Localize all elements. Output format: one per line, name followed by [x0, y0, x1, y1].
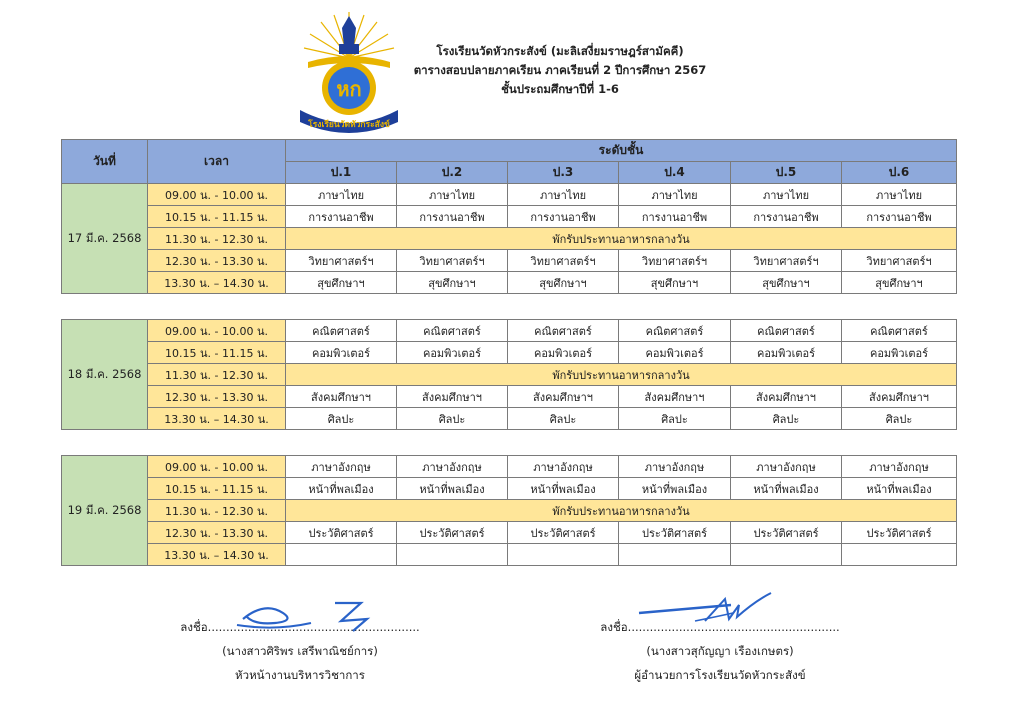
time-slot: 13.30 น. – 14.30 น.	[148, 408, 286, 430]
exam-date: 17 มี.ค. 2568	[62, 184, 148, 294]
subject-cell: ภาษาอังกฤษ	[731, 456, 842, 478]
subject-cell: สังคมศึกษาฯ	[619, 386, 731, 408]
subject-cell	[842, 544, 957, 566]
subject-cell: ประวัติศาสตร์	[286, 522, 397, 544]
subject-cell: ภาษาไทย	[286, 184, 397, 206]
signer-position-2: ผู้อำนวยการโรงเรียนวัดหัวกระสังข์	[634, 668, 806, 682]
subject-cell: สังคมศึกษาฯ	[508, 386, 619, 408]
subject-cell: ศิลปะ	[397, 408, 508, 430]
time-slot: 12.30 น. - 13.30 น.	[148, 386, 286, 408]
exam-table-day-2	[61, 319, 957, 430]
table-row	[62, 386, 957, 408]
signature-label-2: ลงชื่อ	[600, 620, 628, 634]
table-row	[62, 478, 957, 500]
subject-cell: สุขศึกษาฯ	[508, 272, 619, 294]
subject-cell: หน้าที่พลเมือง	[286, 478, 397, 500]
svg-text:โรงเรียนวัดหัวกระสังข์: โรงเรียนวัดหัวกระสังข์	[308, 120, 390, 130]
header-grade: ป.5	[731, 162, 842, 184]
subject-cell: คอมพิวเตอร์	[397, 342, 508, 364]
subject-cell: วิทยาศาสตร์ฯ	[286, 250, 397, 272]
subject-cell: สุขศึกษาฯ	[731, 272, 842, 294]
subject-cell: สังคมศึกษาฯ	[286, 386, 397, 408]
time-slot: 13.30 น. – 14.30 น.	[148, 272, 286, 294]
document-header	[400, 42, 720, 99]
subject-cell: คณิตศาสตร์	[397, 320, 508, 342]
signer-position-1: หัวหน้างานบริหารวิชาการ	[235, 668, 365, 682]
time-slot: 11.30 น. - 12.30 น.	[148, 364, 286, 386]
table-row	[62, 206, 957, 228]
time-slot: 09.00 น. - 10.00 น.	[148, 184, 286, 206]
subject-cell: การงานอาชีพ	[619, 206, 731, 228]
table-row	[62, 364, 957, 386]
signature-label-1: ลงชื่อ	[180, 620, 208, 634]
subject-cell: ภาษาอังกฤษ	[397, 456, 508, 478]
lunch-break: พักรับประทานอาหารกลางวัน	[286, 364, 957, 386]
signature-block-1: ลงชื่อ.......................................................... (นางสาวศิริพร เสรีพาณิชย์การ) หัวหน้างานบริหารวิชาการ	[160, 615, 440, 687]
subject-cell: ภาษาอังกฤษ	[286, 456, 397, 478]
table-row	[62, 500, 957, 522]
subject-cell: ประวัติศาสตร์	[619, 522, 731, 544]
subject-cell: หน้าที่พลเมือง	[508, 478, 619, 500]
subject-cell: วิทยาศาสตร์ฯ	[397, 250, 508, 272]
subject-cell: วิทยาศาสตร์ฯ	[842, 250, 957, 272]
subject-cell: คณิตศาสตร์	[508, 320, 619, 342]
school-logo	[294, 10, 404, 136]
subject-cell: สุขศึกษาฯ	[397, 272, 508, 294]
exam-date: 19 มี.ค. 2568	[62, 456, 148, 566]
subject-cell: การงานอาชีพ	[731, 206, 842, 228]
document-title: ตารางสอบปลายภาคเรียน ภาคเรียนที่ 2 ปีการศึกษา 2567	[413, 63, 707, 77]
subject-cell: การงานอาชีพ	[508, 206, 619, 228]
subject-cell: ศิลปะ	[731, 408, 842, 430]
header-date: วันที่	[62, 140, 148, 184]
signer-name-2: (นางสาวสุกัญญา เรืองเกษตร)	[646, 644, 794, 658]
time-slot: 11.30 น. - 12.30 น.	[148, 500, 286, 522]
subject-cell: การงานอาชีพ	[842, 206, 957, 228]
subject-cell: ประวัติศาสตร์	[842, 522, 957, 544]
header-time: เวลา	[148, 140, 286, 184]
subject-cell: วิทยาศาสตร์ฯ	[619, 250, 731, 272]
subject-cell: ภาษาอังกฤษ	[619, 456, 731, 478]
time-slot: 12.30 น. - 13.30 น.	[148, 522, 286, 544]
subject-cell: การงานอาชีพ	[286, 206, 397, 228]
table-header-row	[62, 140, 957, 162]
table-row	[62, 184, 957, 206]
grade-range: ชั้นประถมศึกษาปีที่ 1-6	[501, 82, 619, 96]
table-row	[62, 272, 957, 294]
subject-cell: ศิลปะ	[286, 408, 397, 430]
subject-cell: หน้าที่พลเมือง	[619, 478, 731, 500]
subject-cell: สุขศึกษาฯ	[286, 272, 397, 294]
subject-cell: ภาษาอังกฤษ	[508, 456, 619, 478]
subject-cell: ภาษาอังกฤษ	[842, 456, 957, 478]
table-row	[62, 456, 957, 478]
time-slot: 13.30 น. – 14.30 น.	[148, 544, 286, 566]
logo-spire	[342, 16, 356, 46]
subject-cell	[508, 544, 619, 566]
time-slot: 09.00 น. - 10.00 น.	[148, 456, 286, 478]
table-row	[62, 250, 957, 272]
table-row	[62, 408, 957, 430]
subject-cell: คณิตศาสตร์	[731, 320, 842, 342]
subject-cell: การงานอาชีพ	[397, 206, 508, 228]
header-grade: ป.3	[508, 162, 619, 184]
subject-cell: ประวัติศาสตร์	[508, 522, 619, 544]
header-grade: ป.2	[397, 162, 508, 184]
table-row	[62, 342, 957, 364]
subject-cell: คอมพิวเตอร์	[286, 342, 397, 364]
exam-date: 18 มี.ค. 2568	[62, 320, 148, 430]
signature-block-2: ลงชื่อ.......................................................... (นางสาวสุกัญญา เรืองเกษตร) ผู้อำนวยการโรงเรียนวัดหัวกระสังข์	[570, 615, 870, 687]
subject-cell: คณิตศาสตร์	[286, 320, 397, 342]
subject-cell: คณิตศาสตร์	[619, 320, 731, 342]
subject-cell: คอมพิวเตอร์	[619, 342, 731, 364]
subject-cell: สุขศึกษาฯ	[619, 272, 731, 294]
subject-cell: ศิลปะ	[619, 408, 731, 430]
subject-cell: ศิลปะ	[842, 408, 957, 430]
subject-cell: ภาษาไทย	[731, 184, 842, 206]
time-slot: 12.30 น. - 13.30 น.	[148, 250, 286, 272]
subject-cell: ภาษาไทย	[508, 184, 619, 206]
time-slot: 10.15 น. - 11.15 น.	[148, 206, 286, 228]
subject-cell: ศิลปะ	[508, 408, 619, 430]
header-level: ระดับชั้น	[286, 140, 957, 162]
subject-cell: ประวัติศาสตร์	[731, 522, 842, 544]
school-name: โรงเรียนวัดหัวกระสังข์ (มะลิเสงี่ยมราษฎร์สามัคคี)	[436, 44, 684, 58]
subject-cell: สังคมศึกษาฯ	[397, 386, 508, 408]
subject-cell: วิทยาศาสตร์ฯ	[508, 250, 619, 272]
subject-cell: ประวัติศาสตร์	[397, 522, 508, 544]
table-row	[62, 320, 957, 342]
exam-table-day-3	[61, 455, 957, 566]
subject-cell	[619, 544, 731, 566]
header-grade: ป.1	[286, 162, 397, 184]
exam-table-day-1	[61, 139, 957, 294]
header-grade: ป.6	[842, 162, 957, 184]
subject-cell: ภาษาไทย	[842, 184, 957, 206]
time-slot: 10.15 น. - 11.15 น.	[148, 342, 286, 364]
table-row	[62, 522, 957, 544]
lunch-break: พักรับประทานอาหารกลางวัน	[286, 228, 957, 250]
subject-cell: คอมพิวเตอร์	[842, 342, 957, 364]
subject-cell: สังคมศึกษาฯ	[842, 386, 957, 408]
lunch-break: พักรับประทานอาหารกลางวัน	[286, 500, 957, 522]
subject-cell: วิทยาศาสตร์ฯ	[731, 250, 842, 272]
subject-cell: คอมพิวเตอร์	[508, 342, 619, 364]
time-slot: 11.30 น. - 12.30 น.	[148, 228, 286, 250]
subject-cell	[731, 544, 842, 566]
signer-name-1: (นางสาวศิริพร เสรีพาณิชย์การ)	[222, 644, 378, 658]
subject-cell: คอมพิวเตอร์	[731, 342, 842, 364]
subject-cell: ภาษาไทย	[619, 184, 731, 206]
signature-scribble-1	[235, 595, 395, 635]
time-slot: 09.00 น. - 10.00 น.	[148, 320, 286, 342]
subject-cell: หน้าที่พลเมือง	[842, 478, 957, 500]
signature-scribble-2	[635, 591, 775, 631]
subject-cell: สุขศึกษาฯ	[842, 272, 957, 294]
time-slot: 10.15 น. - 11.15 น.	[148, 478, 286, 500]
table-row	[62, 544, 957, 566]
subject-cell: คณิตศาสตร์	[842, 320, 957, 342]
subject-cell: สังคมศึกษาฯ	[731, 386, 842, 408]
table-row	[62, 228, 957, 250]
subject-cell: หน้าที่พลเมือง	[397, 478, 508, 500]
svg-text:หก: หก	[336, 77, 362, 101]
subject-cell: หน้าที่พลเมือง	[731, 478, 842, 500]
header-grade: ป.4	[619, 162, 731, 184]
subject-cell	[397, 544, 508, 566]
subject-cell: ภาษาไทย	[397, 184, 508, 206]
subject-cell	[286, 544, 397, 566]
